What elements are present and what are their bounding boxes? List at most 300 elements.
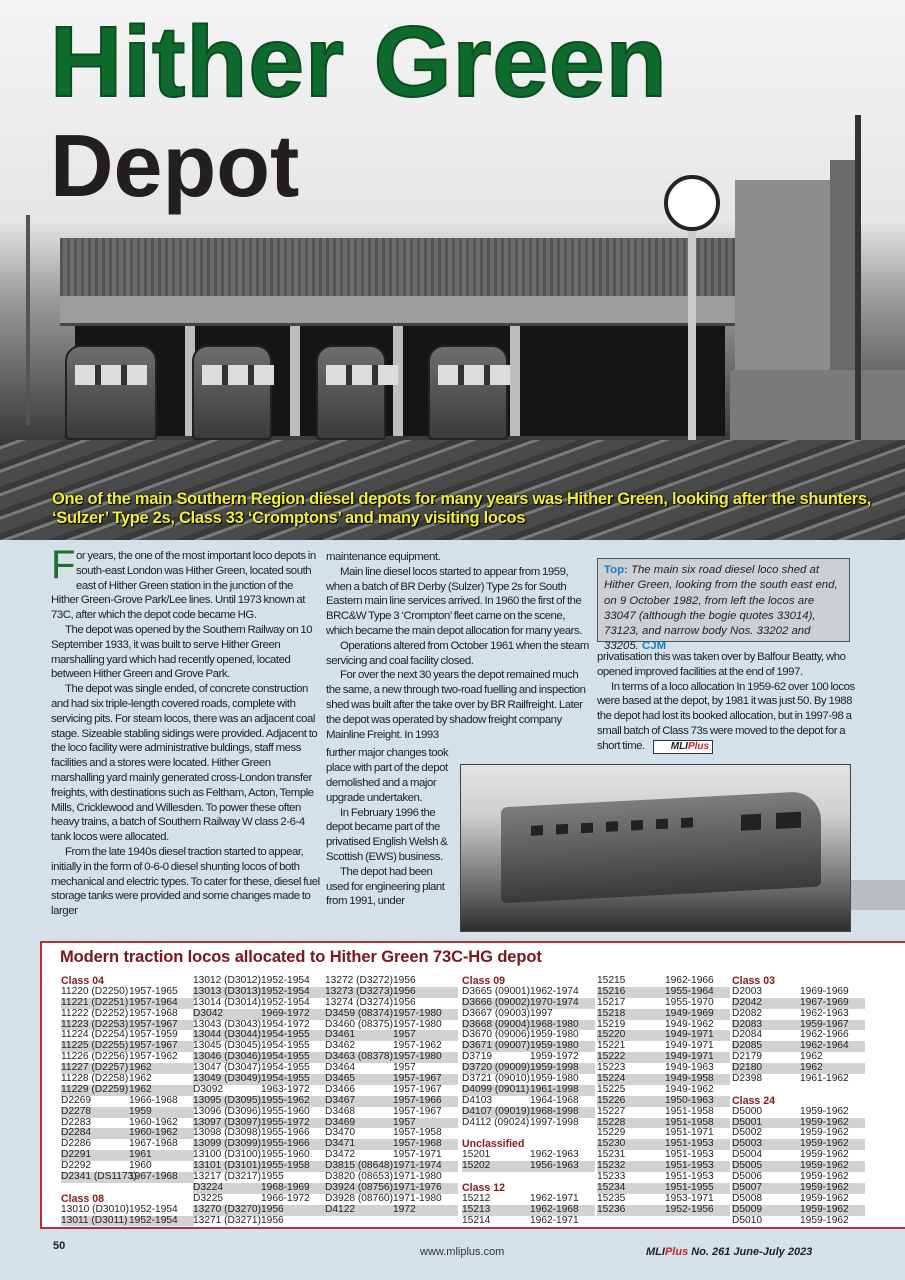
loco-number: D5010 <box>732 1214 763 1226</box>
allocation-dates: 1959-1967 <box>800 1018 849 1030</box>
loco-number: 15213 <box>462 1203 491 1215</box>
paragraph <box>326 565 594 639</box>
loco-number: D2269 <box>61 1094 92 1106</box>
loco-number: 11225 (D2255) <box>61 1040 129 1052</box>
telegraph-pole <box>855 115 861 465</box>
loco-number: D5009 <box>732 1203 763 1215</box>
loco-number: 13274 (D3274) <box>325 996 393 1008</box>
loco-number: 13049 (D3049) <box>193 1073 261 1085</box>
mag-name: MLI <box>646 1246 665 1258</box>
paragraph <box>51 623 321 682</box>
page-number: 50 <box>53 1240 66 1252</box>
loco-number: D3469 <box>325 1116 356 1128</box>
allocation-dates: 1956 <box>393 996 416 1008</box>
loco-number: 11227 (D2257) <box>61 1062 129 1074</box>
allocation-dates: 1957-1965 <box>129 985 178 997</box>
allocation-dates: 1957-1962 <box>393 1040 442 1052</box>
loco-number: D2082 <box>732 1007 763 1019</box>
loco-number: 13099 (D3099) <box>193 1138 261 1150</box>
loco-number: 13098 (D3098) <box>193 1127 261 1139</box>
loco-number: 15223 <box>597 1062 626 1074</box>
allocation-dates: 1951-1958 <box>665 1116 714 1128</box>
loco-number: D2083 <box>732 1018 763 1030</box>
allocation-dates: 1959-1998 <box>530 1062 579 1074</box>
allocation-dates: 1966-1968 <box>129 1094 178 1106</box>
allocation-dates: 1950-1963 <box>665 1094 714 1106</box>
allocation-dates: 1957-1959 <box>129 1029 178 1041</box>
loco-number: 13011 (D3011) <box>61 1214 128 1226</box>
allocation-dates: 1949-1962 <box>665 1083 714 1095</box>
loco-number: 13101 (D3101) <box>193 1160 261 1172</box>
table-row <box>61 1216 194 1227</box>
allocation-dates: 1957-1962 <box>129 1051 178 1063</box>
loco-number: 15228 <box>597 1116 626 1128</box>
loco-number: 13273 (D3273) <box>325 985 393 997</box>
paragraph <box>326 746 454 805</box>
loco-number: D2278 <box>61 1105 92 1117</box>
allocation-dates: 1963-1972 <box>261 1083 310 1095</box>
loco-number: D3668 (09004) <box>462 1018 530 1030</box>
allocation-dates: 1962-1964 <box>800 1040 849 1052</box>
magazine-issue <box>646 1246 812 1258</box>
allocation-dates: 1960 <box>129 1160 152 1172</box>
loco-number: D3924 (08756) <box>325 1181 393 1193</box>
loco-number: D5000 <box>732 1105 763 1117</box>
loco-number: D2286 <box>61 1138 92 1150</box>
loco-number: 15229 <box>597 1127 626 1139</box>
allocation-dates: 1969-1969 <box>800 985 849 997</box>
class-heading: Class 24 <box>732 1094 775 1107</box>
loco-number: D2398 <box>732 1073 763 1085</box>
allocation-dates: 1959-1962 <box>800 1214 849 1226</box>
allocation-dates: 1962-1971 <box>530 1192 579 1204</box>
paragraph <box>326 865 454 909</box>
table-title: Modern traction locos allocated to Hither Green 73C-HG depot <box>60 948 542 966</box>
table-row <box>732 1205 865 1216</box>
allocation-dates: 1949-1971 <box>665 1029 714 1041</box>
loco-number: 15214 <box>462 1214 491 1226</box>
table-row <box>597 1107 730 1118</box>
loco-number: 13097 (D3097) <box>193 1116 261 1128</box>
allocation-dates: 1955-1960 <box>261 1105 310 1117</box>
allocation-dates: 1962-1966 <box>665 975 714 986</box>
shed-roof <box>60 238 740 298</box>
loco-number: D2291 <box>61 1149 92 1161</box>
allocation-dates: 1956-1963 <box>530 1160 579 1172</box>
allocation-dates: 1961-1962 <box>800 1073 849 1085</box>
allocation-dates: 1952-1954 <box>261 996 310 1008</box>
locomotive <box>192 345 272 440</box>
allocation-dates: 1962 <box>129 1073 152 1085</box>
loco-number: 15230 <box>597 1138 626 1150</box>
allocation-dates: 1954-1955 <box>261 1062 310 1074</box>
allocation-dates: 1968-1969 <box>261 1181 310 1193</box>
shed-facade <box>60 296 740 326</box>
allocation-dates: 1959-1962 <box>800 1105 849 1117</box>
allocation-dates: 1959-1962 <box>800 1181 849 1193</box>
loco-number: 15217 <box>597 996 626 1008</box>
paragraph-text: The depot was opened by the Southern Railway on 10 September 1933, it was built to serve Hither Green marshalling yard which had recently opened, located between Hither Green and Grove Park. <box>51 623 313 681</box>
allocation-dates: 1997-1998 <box>530 1116 579 1128</box>
paragraph <box>597 680 859 754</box>
loco-number: D3670 (09006) <box>462 1029 530 1041</box>
loco-number: D3042 <box>193 1007 224 1019</box>
allocation-dates: 1957-1967 <box>393 1073 442 1085</box>
allocation-dates: 1967-1968 <box>129 1171 178 1183</box>
loco-number: 15221 <box>597 1040 626 1052</box>
allocation-dates: 1951-1955 <box>665 1181 714 1193</box>
table-row <box>732 1107 865 1118</box>
paragraph-text: Main line diesel locos started to appear from 1959, when a batch of BR Derby (Sulzer) Type 2s for South Eastern main line services arrived. In 1960 the first of the BRC&W Type 3 ‘Crompton’ fleet came on the scene, which became the main depot allocation for many years. <box>326 565 582 637</box>
class-heading: Class 08 <box>61 1192 104 1205</box>
allocation-dates: 1957-1971 <box>393 1149 442 1161</box>
loco-number: 13096 (D3096) <box>193 1105 261 1117</box>
page-title-line2: Depot <box>50 116 300 215</box>
allocation-dates: 1949-1971 <box>665 1051 714 1063</box>
loco-number: D3466 <box>325 1083 356 1095</box>
allocation-dates: 1959-1962 <box>800 1203 849 1215</box>
allocation-dates: 1959-1972 <box>530 1051 579 1063</box>
loco-number: D2292 <box>61 1160 92 1172</box>
allocation-dates: 1957 <box>393 1116 416 1128</box>
table-row <box>61 1107 194 1118</box>
loco-number: D2084 <box>732 1029 763 1041</box>
table-column <box>61 976 194 1226</box>
allocation-dates: 1955-1964 <box>665 985 714 997</box>
allocation-dates: 1962-1963 <box>800 1007 849 1019</box>
loco-number: D3467 <box>325 1094 356 1106</box>
allocation-dates: 1953-1971 <box>665 1192 714 1204</box>
paragraph-text: maintenance equipment. <box>326 551 441 563</box>
loco-number: 11224 (D2254) <box>61 1029 129 1041</box>
loco-number: 13217 (D3217) <box>193 1171 261 1183</box>
table-row <box>325 1205 458 1216</box>
loco-number: D3459 (08374) <box>325 1007 393 1019</box>
loco-number: D2283 <box>61 1116 92 1128</box>
paragraph <box>51 682 321 845</box>
loco-number: 15222 <box>597 1051 626 1063</box>
paragraph-text: privatisation this was taken over by Balfour Beatty, who opened improved facilities at the end of 1997. <box>597 651 846 678</box>
loco-number: 15232 <box>597 1160 626 1172</box>
allocation-dates: 1955-1962 <box>261 1094 310 1106</box>
loco-number: 11222 (D2252) <box>61 1007 129 1019</box>
loco-number: 13272 (D3272) <box>325 975 393 986</box>
table-column <box>597 976 730 1216</box>
allocation-dates: 1962-1963 <box>530 1149 579 1161</box>
allocation-dates: 1951-1953 <box>665 1160 714 1172</box>
allocation-dates: 1959-1962 <box>800 1160 849 1172</box>
allocation-dates: 1957-1968 <box>129 1007 178 1019</box>
allocation-dates: 1954-1972 <box>261 1018 310 1030</box>
loco-number: D5002 <box>732 1127 763 1139</box>
allocation-dates: 1969-1972 <box>261 1007 310 1019</box>
allocation-dates: 1951-1971 <box>665 1127 714 1139</box>
allocation-dates: 1959 <box>129 1105 152 1117</box>
allocation-dates: 1971-1980 <box>393 1192 442 1204</box>
table-row <box>597 1009 730 1020</box>
loco-number: 13013 (D3013) <box>193 985 261 997</box>
class33-photo <box>460 764 851 932</box>
loco-number: 11223 (D2253) <box>61 1018 129 1030</box>
loco-number: 13100 (D3100) <box>193 1149 261 1161</box>
allocation-dates: 1961 <box>129 1149 152 1161</box>
allocation-dates: 1962-1974 <box>530 985 579 997</box>
loco-number: 13046 (D3046) <box>193 1051 261 1063</box>
table-row <box>61 1009 194 1020</box>
table-column <box>325 976 458 1216</box>
allocation-dates: 1959-1980 <box>530 1040 579 1052</box>
allocation-dates: 1968-1998 <box>530 1105 579 1117</box>
loco-number: D3471 <box>325 1138 356 1150</box>
paragraph-text: Operations altered from October 1961 when the steam servicing and coal facility closed. <box>326 639 589 667</box>
allocation-dates: 1957-1980 <box>393 1018 442 1030</box>
loco-number: D4107 (09019) <box>462 1105 530 1117</box>
allocation-dates: 1957-1964 <box>129 996 178 1008</box>
allocation-dates: 1962 <box>800 1062 823 1074</box>
loco-number: D3720 (09009) <box>462 1062 530 1074</box>
office-building <box>730 370 905 440</box>
allocation-dates: 1957-1966 <box>393 1094 442 1106</box>
loco-number: D5007 <box>732 1181 763 1193</box>
allocation-dates: 1952-1954 <box>261 985 310 997</box>
clock-icon <box>664 175 720 231</box>
article-column-2 <box>326 550 594 742</box>
allocation-dates: 1957-1980 <box>393 1051 442 1063</box>
badge-plus: Plus <box>687 740 710 752</box>
loco-number: D3465 <box>325 1073 356 1085</box>
class-heading: Unclassified <box>462 1138 525 1151</box>
allocation-dates: 1959-1962 <box>800 1138 849 1150</box>
website-link[interactable]: www.mliplus.com <box>420 1246 505 1258</box>
table-column <box>193 976 326 1226</box>
paragraph-text: In February 1996 the depot became part of the privatised English Welsh & Scottish (EWS) business. <box>326 806 448 863</box>
locomotive <box>316 345 386 440</box>
allocation-dates: 1949-1971 <box>665 1040 714 1052</box>
allocation-dates: 1962 <box>129 1083 152 1095</box>
locomotive-d6503 <box>501 791 821 904</box>
allocation-dates: 1960-1962 <box>129 1127 178 1139</box>
loco-number: 15227 <box>597 1105 626 1117</box>
loco-number: 15201 <box>462 1149 491 1161</box>
loco-number: 13045 (D3045) <box>193 1040 261 1052</box>
allocation-dates: 1956 <box>261 1214 284 1226</box>
allocation-dates: 1957-1967 <box>129 1018 178 1030</box>
paragraph-text: further major changes took place with part of the depot demolished and a major upgrade undertaken. <box>326 747 449 804</box>
allocation-dates: 1962-1966 <box>800 1029 849 1041</box>
allocation-dates: 1949-1958 <box>665 1073 714 1085</box>
allocation-dates: 1957-1958 <box>393 1127 442 1139</box>
allocation-dates: 1951-1958 <box>665 1105 714 1117</box>
table-row <box>325 1107 458 1118</box>
page-title-line1: Hither Green <box>50 6 668 118</box>
shed-pillar <box>290 326 300 436</box>
allocation-dates: 1962-1968 <box>530 1203 579 1215</box>
allocation-dates: 1959-1962 <box>800 1171 849 1183</box>
allocation-dates: 1959-1962 <box>800 1192 849 1204</box>
paragraph <box>51 543 321 623</box>
allocation-dates: 1971-1976 <box>393 1181 442 1193</box>
loco-number: 13012 (D3012) <box>193 975 261 986</box>
paragraph <box>326 668 594 742</box>
loco-number: D2003 <box>732 985 763 997</box>
loco-number: D2179 <box>732 1051 763 1063</box>
loco-number: D3225 <box>193 1192 224 1204</box>
table-row <box>462 1205 595 1216</box>
table-row <box>462 1107 595 1118</box>
allocation-dates: 1960-1962 <box>129 1116 178 1128</box>
table-row <box>61 1205 194 1216</box>
caption-text: The main six road diesel loco shed at Hither Green, looking from the south east end, on 9 October 1982, from left the locos are 33047 (although the bogie quotes 33014), 73123, and narrow body Nos. 33202 and 33205. <box>604 564 838 653</box>
loco-number: D3461 <box>325 1029 356 1041</box>
loco-number: D3667 (09003) <box>462 1007 530 1019</box>
allocation-dates: 1954-1955 <box>261 1029 310 1041</box>
top-photo-caption: One of the main Southern Region diesel depots for many years was Hither Green, looking after the shunters, ‘Sulzer’ Type 2s, Class 33 ‘Cromptons’ and many visiting locos <box>52 490 872 527</box>
badge-mli: MLI <box>670 740 688 752</box>
loco-number: 15225 <box>597 1083 626 1095</box>
allocation-dates: 1964-1968 <box>530 1094 579 1106</box>
loco-number: D5005 <box>732 1160 763 1172</box>
allocation-dates: 1957-1967 <box>393 1105 442 1117</box>
loco-number: 15215 <box>597 975 626 986</box>
paragraph <box>326 639 594 669</box>
loco-number: D4112 (09024) <box>462 1116 530 1128</box>
table-row <box>732 1009 865 1020</box>
table-row <box>732 1074 865 1085</box>
loco-number: D3464 <box>325 1062 356 1074</box>
paragraph-text: For over the next 30 years the depot remained much the same, a new through two-road fuelling and inspection shed was built after the take over by BR Railfreight. Later the depot was operated by shadow freight company Mainline Freight. In 1993 <box>326 669 586 741</box>
loco-number: D3092 <box>193 1083 224 1095</box>
allocation-dates: 1957-1980 <box>393 1007 442 1019</box>
loco-number: D3719 <box>462 1051 493 1063</box>
allocation-dates: 1956 <box>261 1203 284 1215</box>
table-column <box>462 976 595 1226</box>
allocation-dates: 1959-1962 <box>800 1127 849 1139</box>
paragraph-text: or years, the one of the most important loco depots in south-east London was Hither Green, located south east of Hither Green station in the junction of the Hither Green-Grove Park/Lee lines. Until 1973 known at 73C, after which the depot code became HG. <box>51 550 316 622</box>
table-row <box>61 1172 194 1183</box>
allocation-table <box>40 941 905 1229</box>
allocation-dates: 1962-1971 <box>530 1214 579 1226</box>
loco-number: 15231 <box>597 1149 626 1161</box>
loco-number: D3671 (09007) <box>462 1040 530 1052</box>
table-row <box>193 1107 326 1118</box>
locomotive <box>65 345 157 440</box>
loco-number: 15236 <box>597 1203 626 1215</box>
allocation-dates: 1962 <box>800 1051 823 1063</box>
paragraph-text: In terms of a loco allocation In 1959-62 over 100 locos were based at the depot, by 1981 it was just 50. By 1988 the depot had lost its booked allocation, but in 1997-98 a small batch of Class 73s were moved to the depot for a short time. <box>597 680 855 752</box>
table-row <box>462 1161 595 1172</box>
allocation-dates: 1957-1967 <box>393 1083 442 1095</box>
allocation-dates: 1955-1972 <box>261 1116 310 1128</box>
allocation-dates: 1970-1974 <box>530 996 579 1008</box>
loco-number: 15219 <box>597 1018 626 1030</box>
loco-number: D3472 <box>325 1149 356 1161</box>
loco-number: 15216 <box>597 985 626 997</box>
loco-number: 13270 (D3270) <box>193 1203 261 1215</box>
allocation-dates: 1951-1953 <box>665 1149 714 1161</box>
table-row <box>325 1009 458 1020</box>
loco-number: 15212 <box>462 1192 491 1204</box>
paragraph <box>51 845 321 919</box>
loco-number: 15233 <box>597 1171 626 1183</box>
loco-number: D2085 <box>732 1040 763 1052</box>
paragraph <box>326 550 594 565</box>
article-column-1 <box>51 543 321 919</box>
loco-number: D2284 <box>61 1127 92 1139</box>
loco-number: 11228 (D2258) <box>61 1073 129 1085</box>
loco-number: 13044 (D3044) <box>193 1029 261 1041</box>
loco-number: D4103 <box>462 1094 493 1106</box>
loco-number: 11221 (D2251) <box>61 996 129 1008</box>
allocation-dates: 1955-1960 <box>261 1149 310 1161</box>
paragraph-text: The depot was single ended, of concrete construction and had six triple-length covered roads, complete with servicing pits. For steam locos, there was an adjacent coal stage. Sizeable stabling sidings were provided. Adjacent to the loco facility were administrative buldings, staff mess facilities and a stores were located. Hither Green marshalling yard mainly generated cross-London transfer freights, with destinations such as Feltham, Acton, Temple Mills, Cricklewood and Willesden. To power these often heavy trains, a batch of Southern Railway W class 2-6-4 tank locos were allocated. <box>51 683 318 844</box>
loco-number: 11229 (D2259) <box>61 1083 129 1095</box>
table-row <box>597 1205 730 1216</box>
table-row <box>462 1216 595 1227</box>
article-column-2-narrow <box>326 746 454 909</box>
allocation-dates: 1955-1966 <box>261 1138 310 1150</box>
allocation-dates: 1966-1972 <box>261 1192 310 1204</box>
allocation-dates: 1997 <box>530 1007 553 1019</box>
loco-number: D3463 (08378) <box>325 1051 393 1063</box>
loco-number: D3820 (08653) <box>325 1171 393 1183</box>
allocation-dates: 1968-1980 <box>530 1018 579 1030</box>
loco-number: D2341 (DS1173) <box>61 1171 137 1183</box>
paragraph-text: From the late 1940s diesel traction started to appear, initially in the form of 0-6-0 diesel shunting locos of both mechanical and electric types. To cater for these, diesel fuel storage tanks were provided and some changes made to larger <box>51 845 320 918</box>
class-heading: Class 03 <box>732 975 775 987</box>
loco-number: D5006 <box>732 1171 763 1183</box>
loco-number: D3928 (08760) <box>325 1192 393 1204</box>
allocation-dates: 1957 <box>393 1062 416 1074</box>
allocation-dates: 1956 <box>393 975 416 986</box>
decorative-block <box>851 880 905 910</box>
table-column <box>732 976 865 1226</box>
allocation-dates: 1952-1954 <box>129 1203 178 1215</box>
loco-number: 15220 <box>597 1029 626 1041</box>
allocation-dates: 1959-1962 <box>800 1116 849 1128</box>
loco-number: D3460 (08375) <box>325 1018 393 1030</box>
allocation-dates: 1951-1953 <box>665 1138 714 1150</box>
mag-name-plus: Plus <box>664 1246 689 1258</box>
loco-number: 15224 <box>597 1073 626 1085</box>
loco-number: 15218 <box>597 1007 626 1019</box>
allocation-dates: 1972 <box>393 1203 416 1215</box>
loco-number: D3468 <box>325 1105 356 1117</box>
loco-number: D4122 <box>325 1203 356 1215</box>
loco-number: D3666 (09002) <box>462 996 530 1008</box>
issue-info: No. 261 June-July 2023 <box>688 1246 813 1258</box>
loco-number: 11226 (D2256) <box>61 1051 129 1063</box>
loco-number: 13043 (D3043) <box>193 1018 261 1030</box>
photo-caption-box <box>597 558 850 653</box>
loco-number: D5001 <box>732 1116 763 1128</box>
allocation-dates: 1955-1970 <box>665 996 714 1008</box>
allocation-dates: 1952-1954 <box>261 975 310 986</box>
allocation-dates: 1962 <box>129 1062 152 1074</box>
mliplus-end-badge <box>653 740 713 754</box>
table-row <box>732 1216 865 1227</box>
class-heading: Class 09 <box>462 975 505 987</box>
locomotive <box>428 345 508 440</box>
class-heading: Class 04 <box>61 975 104 987</box>
allocation-dates: 1956 <box>393 985 416 997</box>
loco-number: D3470 <box>325 1127 356 1139</box>
allocation-dates: 1967-1969 <box>800 996 849 1008</box>
allocation-dates: 1957-1968 <box>393 1138 442 1150</box>
loco-number: D2180 <box>732 1062 763 1074</box>
allocation-dates: 1957-1967 <box>129 1040 178 1052</box>
table-row <box>193 1216 326 1227</box>
allocation-dates: 1954-1955 <box>261 1040 310 1052</box>
